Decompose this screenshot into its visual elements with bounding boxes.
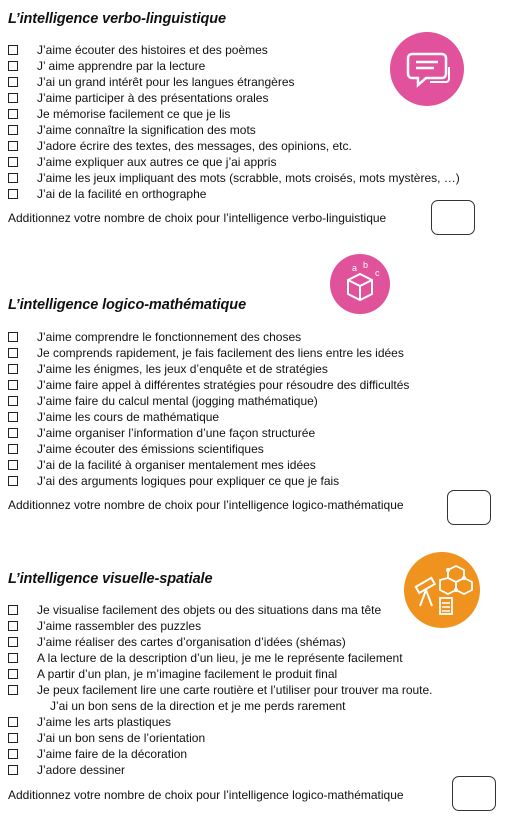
checkbox[interactable] <box>8 653 18 663</box>
checklist-item: J’aime faire du calcul mental (jogging mathématique) <box>8 394 318 409</box>
checklist-item: J’ai de la facilité à organiser mentalement mes idées <box>8 458 316 473</box>
checkbox[interactable] <box>8 669 18 679</box>
checklist-item: J’aime comprendre le fonctionnement des choses <box>8 330 301 345</box>
checklist-item: J’aime les cours de mathématique <box>8 410 219 425</box>
section-title: L’intelligence visuelle-spatiale <box>8 571 213 587</box>
checklist-item: J’aime faire appel à différentes stratégies pour résoudre des difficultés <box>8 378 409 393</box>
checkbox[interactable] <box>8 733 18 743</box>
checkbox[interactable] <box>8 765 18 775</box>
checklist-item: J’aime expliquer aux autres ce que j’ai appris <box>8 155 276 170</box>
sum-label: Additionnez votre nombre de choix pour l’intelligence logico-mathématique <box>8 788 404 802</box>
checklist-item: J’adore dessiner <box>8 763 125 778</box>
answer-box[interactable] <box>452 776 496 811</box>
checklist-item: J’aime connaître la signification des mots <box>8 123 256 138</box>
checkbox[interactable] <box>8 637 18 647</box>
checkbox[interactable] <box>8 621 18 631</box>
checklist-item: J’aime organiser l’information d’une façon structurée <box>8 426 315 441</box>
section-title: L’intelligence verbo-linguistique <box>8 11 226 27</box>
checklist-item: J’aime écouter des émissions scientifiques <box>8 442 264 457</box>
icon-letter-a: a <box>352 263 358 273</box>
checklist-item: A la lecture de la description d’un lieu, je me le représente facilement <box>8 651 403 666</box>
checklist-item: J’aime participer à des présentations orales <box>8 91 268 106</box>
checklist-item: J’aime écouter des histoires et des poèmes <box>8 43 268 58</box>
checklist-item: Je peux facilement lire une carte routière et l’utiliser pour trouver ma route. <box>8 683 433 698</box>
icon-letter-b: b <box>363 260 369 270</box>
checkbox[interactable] <box>8 605 18 615</box>
checklist-item: J’aime faire de la décoration <box>8 747 187 762</box>
sum-label: Additionnez votre nombre de choix pour l’intelligence logico-mathématique <box>8 498 404 512</box>
checklist-item: J’ aime apprendre par la lecture <box>8 59 205 74</box>
telescope-molecule-icon <box>404 552 480 628</box>
checklist-item-continuation: J’ai un bon sens de la direction et je me perds rarement <box>50 699 346 713</box>
checklist-item: J’aime réaliser des cartes d’organisation d’idées (shémas) <box>8 635 346 650</box>
checklist-item: Je visualise facilement des objets ou des situations dans ma tête <box>8 603 381 618</box>
checklist-item: J’adore écrire des textes, des messages, des opinions, etc. <box>8 139 352 154</box>
sum-label: Additionnez votre nombre de choix pour l’intelligence verbo-linguistique <box>8 211 387 225</box>
checklist-item: Je comprends rapidement, je fais facilement des liens entre les idées <box>8 346 404 361</box>
checklist-item: J’ai un bon sens de l’orientation <box>8 731 205 746</box>
checkbox[interactable] <box>8 749 18 759</box>
checklist-item: J’ai un grand intérêt pour les langues étrangères <box>8 75 295 90</box>
checklist-item: J’aime les jeux impliquant des mots (scrabble, mots croisés, mots mystères, …) <box>8 171 460 186</box>
section-title: L’intelligence logico-mathématique <box>8 297 247 313</box>
checklist-item: J’aime rassembler des puzzles <box>8 619 201 634</box>
checklist-item: J’aime les énigmes, les jeux d’enquête et de stratégies <box>8 362 328 377</box>
checkbox[interactable] <box>8 685 18 695</box>
checklist-item: J’ai de la facilité en orthographe <box>8 187 206 202</box>
checklist-item: J’ai des arguments logiques pour expliquer ce que je fais <box>8 474 339 489</box>
icon-letter-c: c <box>375 268 380 278</box>
checklist-item: A partir d’un plan, je m’imagine facilement le produit final <box>8 667 337 682</box>
checklist-item: J’aime les arts plastiques <box>8 715 171 730</box>
checkbox[interactable] <box>8 717 18 727</box>
checklist-item: Je mémorise facilement ce que je lis <box>8 107 230 122</box>
